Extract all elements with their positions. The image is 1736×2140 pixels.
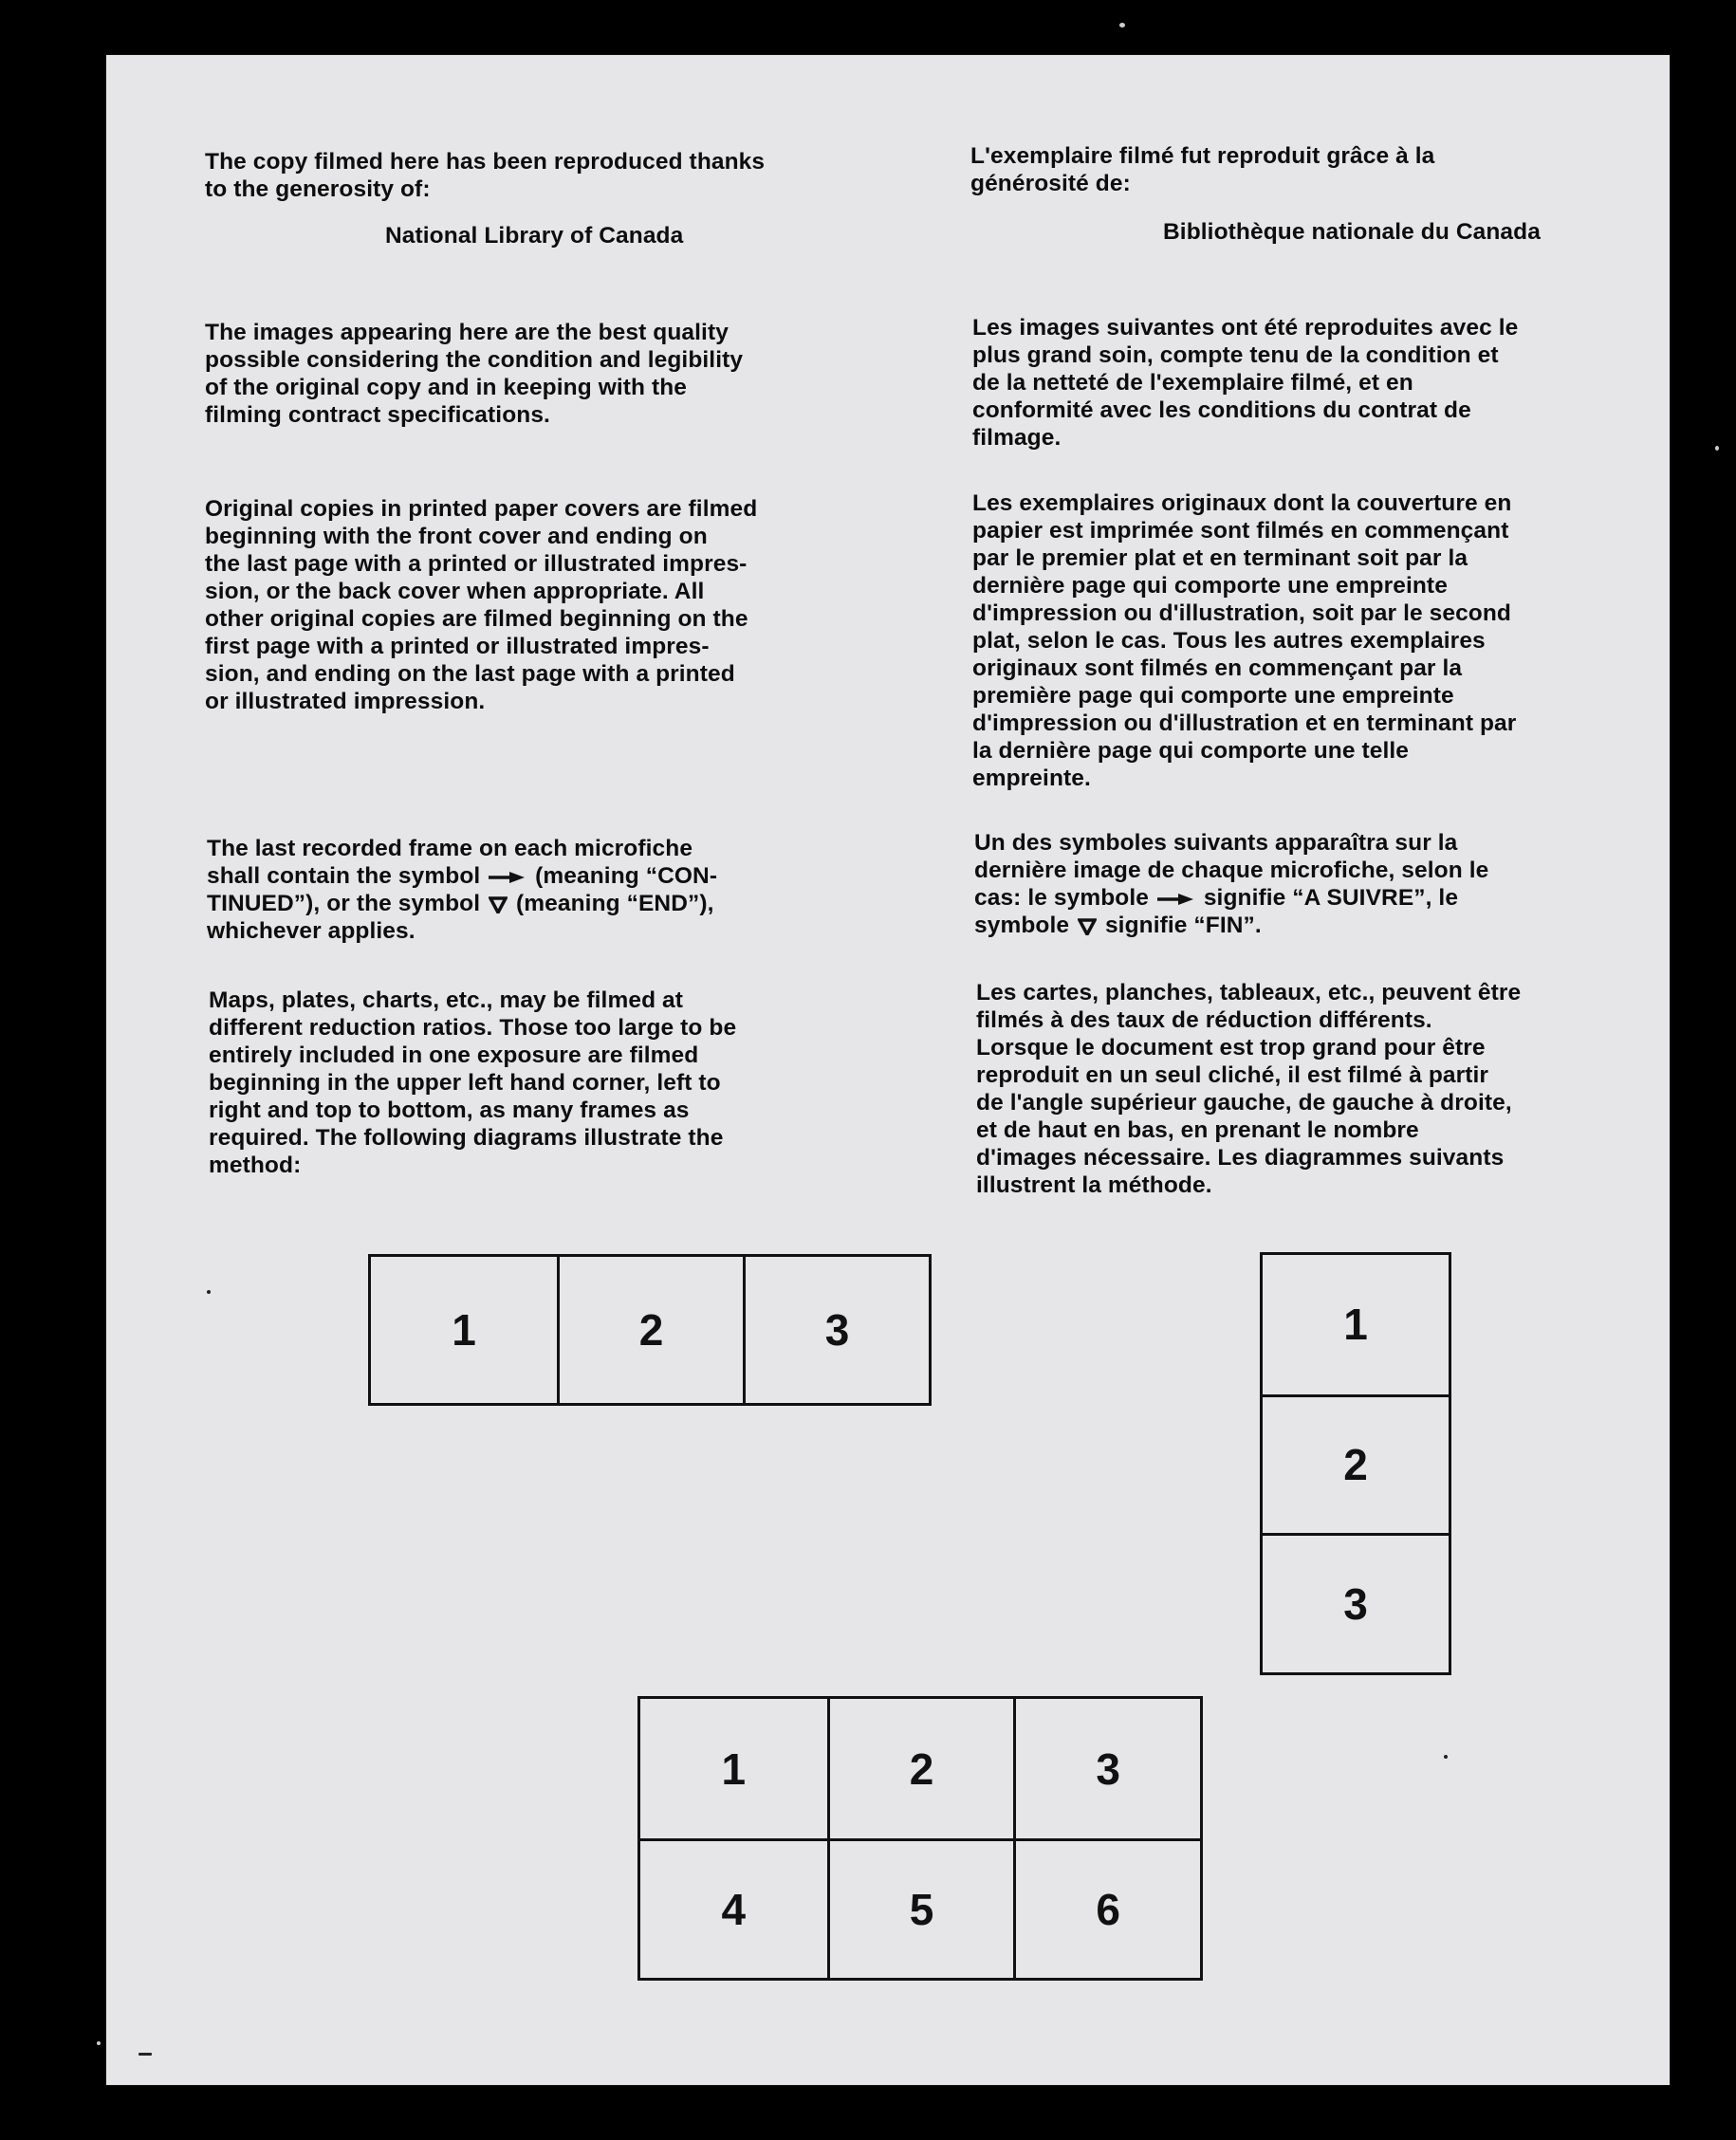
english-symbols-line1: The last recorded frame on each microfiche bbox=[207, 836, 693, 861]
frame-cell: 2 bbox=[827, 1699, 1014, 1838]
french-symbols-line3-start: cas: le symbole bbox=[974, 885, 1149, 911]
french-institution: Bibliothèque nationale du Canada bbox=[1163, 219, 1541, 245]
english-symbols-line2 bbox=[207, 862, 833, 890]
french-symbols-line3 bbox=[974, 884, 1638, 912]
frame-cell: 3 bbox=[743, 1257, 929, 1403]
english-covers-paragraph: Original copies in printed paper covers are filmed beginning with the front cover and ending on the last page with a printed or illustrated impres- sion, or the back cover when appropriate. All other original copies are filmed beginning on the first page with a printed or illustrated impres- sion, and ending on the last page with a printed or illustrated impression. bbox=[205, 496, 758, 714]
frame-cell: 6 bbox=[1013, 1838, 1200, 1978]
document-page bbox=[106, 55, 1670, 2085]
frame-cell: 3 bbox=[1263, 1533, 1449, 1672]
french-symbols-line2: dernière image de chaque microfiche, selon le bbox=[974, 858, 1489, 883]
english-symbols-line2-start: shall contain the symbol bbox=[207, 863, 481, 889]
scan-speck bbox=[139, 2053, 152, 2056]
frame-cell: 4 bbox=[640, 1838, 827, 1978]
scan-speck bbox=[1119, 23, 1125, 28]
english-quality-paragraph: The images appearing here are the best quality possible considering the condition and legibility of the original copy and in keeping with the filming contract specifications. bbox=[205, 320, 744, 428]
english-symbols-line2-end: (meaning “CON- bbox=[535, 863, 718, 889]
french-maps-paragraph: Les cartes, planches, tableaux, etc., peuvent être filmés à des taux de réduction différents. Lorsque le document est trop grand pour être reproduit en un seul cliché, il est filmé à partir de l'angle supérieur gauche, de gauche à droite, et de haut en bas, en prenant le nombre d'images nécessaire. Les diagrammes suivants illustrent la méthode. bbox=[976, 980, 1522, 1198]
frame-cell: 5 bbox=[827, 1838, 1014, 1978]
frame-cell: 1 bbox=[721, 1743, 747, 1794]
vertical-frames-diagram bbox=[1260, 1252, 1451, 1675]
frame-cell: 1 bbox=[452, 1305, 476, 1355]
french-symbols-line4 bbox=[974, 912, 1638, 939]
frame-cell: 2 bbox=[557, 1257, 743, 1403]
french-symbols-line1: Un des symboles suivants apparaîtra sur la bbox=[974, 830, 1458, 856]
english-maps-paragraph: Maps, plates, charts, etc., may be filmed at different reduction ratios. Those too large to be entirely included in one exposure are filmed beginning in the upper left hand corner, left to right and top to bottom, as many frames as required. The following diagrams illustrate the method: bbox=[209, 987, 737, 1178]
french-quality-paragraph: Les images suivantes ont été reproduites avec le plus grand soin, compte tenu de la condition et de la netteté de l'exemplaire filmé, et en conformité avec les conditions du contrat de filmage. bbox=[972, 315, 1519, 451]
english-symbols-line3 bbox=[207, 890, 833, 917]
right-arrow-icon bbox=[1157, 893, 1195, 906]
scan-speck bbox=[97, 2041, 101, 2045]
grid-frames-diagram bbox=[637, 1696, 1203, 1981]
scan-speck bbox=[1444, 1755, 1448, 1759]
french-covers-paragraph: Les exemplaires originaux dont la couverture en papier est imprimée sont filmés en commençant par le premier plat et en terminant soit par la dernière page qui comporte une empreinte d'impression ou d'illustration, soit par le second plat, selon le cas. Tous les autres exemplaires originaux sont filmés en commençant par la première page qui comporte une empreinte d'impression ou d'illustration et en terminant par la dernière page qui comporte une telle empreinte. bbox=[972, 490, 1517, 791]
english-symbols-line3-start: TINUED”), or the symbol bbox=[207, 891, 481, 916]
frame-cell: 2 bbox=[1263, 1394, 1449, 1534]
right-arrow-icon bbox=[489, 871, 526, 884]
english-symbols-line3-end: (meaning “END”), bbox=[516, 891, 714, 916]
down-triangle-icon bbox=[1078, 918, 1097, 935]
horizontal-frames-diagram bbox=[368, 1254, 932, 1406]
french-symbols-line4-start: symbole bbox=[974, 913, 1070, 938]
english-symbols-line4: whichever applies. bbox=[207, 918, 416, 944]
scan-speck bbox=[1715, 446, 1719, 451]
english-intro: The copy filmed here has been reproduced thanks to the generosity of: bbox=[205, 149, 766, 202]
french-intro: L'exemplaire filmé fut reproduit grâce à la générosité de: bbox=[970, 143, 1435, 196]
french-symbols-line4-end: signifie “FIN”. bbox=[1104, 913, 1262, 938]
frame-cell: 1 bbox=[1343, 1300, 1368, 1350]
french-symbols-line3-end: signifie “A SUIVRE”, le bbox=[1203, 885, 1459, 911]
french-symbols-paragraph bbox=[974, 829, 1638, 939]
english-symbols-paragraph bbox=[207, 835, 833, 945]
frame-cell: 3 bbox=[1013, 1699, 1200, 1838]
down-triangle-icon bbox=[489, 896, 508, 913]
scan-speck bbox=[207, 1290, 211, 1294]
english-institution: National Library of Canada bbox=[385, 223, 684, 249]
